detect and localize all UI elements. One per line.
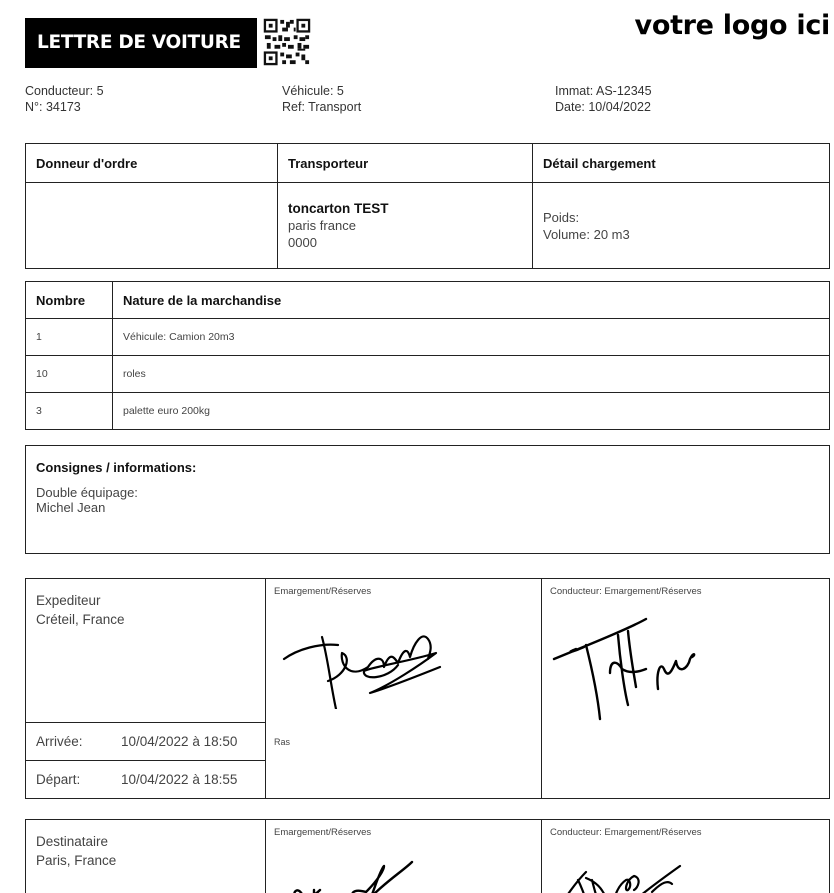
qr-code-icon bbox=[262, 18, 312, 66]
table-row bbox=[26, 393, 830, 430]
transporteur-city: paris france bbox=[288, 218, 356, 233]
registration-plate: Immat: AS-12345 bbox=[555, 84, 652, 98]
recipient-info bbox=[26, 820, 266, 893]
sender-driver-signature-icon bbox=[548, 609, 728, 729]
row-nombre: 10 bbox=[26, 356, 113, 393]
departure-value: 10/04/2022 à 18:55 bbox=[121, 772, 238, 787]
volume: Volume: 20 m3 bbox=[543, 226, 630, 242]
sender-signature-label: Emargement/Réserves bbox=[274, 586, 372, 597]
transporteur-code: 0000 bbox=[288, 235, 317, 250]
vehicle-number: Véhicule: 5 bbox=[282, 84, 344, 98]
chargement-cell bbox=[533, 183, 830, 269]
document-title: LETTRE DE VOITURE bbox=[25, 18, 257, 68]
recipient-signature-area[interactable] bbox=[266, 820, 542, 893]
transporteur-cell bbox=[278, 183, 533, 269]
arrival-value: 10/04/2022 à 18:50 bbox=[121, 734, 238, 749]
sender-driver-signature-area[interactable] bbox=[542, 579, 829, 798]
table-row bbox=[26, 319, 830, 356]
row-nature: palette euro 200kg bbox=[113, 393, 830, 430]
header-detail-chargement: Détail chargement bbox=[533, 144, 830, 183]
goods-table bbox=[25, 281, 830, 430]
header-donneur-ordre: Donneur d'ordre bbox=[26, 144, 278, 183]
poids: Poids: bbox=[543, 209, 580, 225]
departure-label: Départ: bbox=[36, 772, 81, 787]
instructions-box bbox=[25, 445, 830, 554]
recipient-block bbox=[25, 819, 830, 893]
document-date: Date: 10/04/2022 bbox=[555, 100, 651, 114]
row-nombre: 1 bbox=[26, 319, 113, 356]
recipient-label: Destinataire bbox=[36, 834, 109, 849]
sender-signature-icon bbox=[280, 609, 460, 709]
header-nature: Nature de la marchandise bbox=[113, 282, 830, 319]
recipient-signature-label: Emargement/Réserves bbox=[274, 827, 372, 838]
company-logo-placeholder: votre logo ici bbox=[634, 10, 830, 41]
sender-reserve-text: Ras bbox=[274, 737, 291, 747]
header-transporteur: Transporteur bbox=[278, 144, 533, 183]
table-row bbox=[26, 356, 830, 393]
sender-block bbox=[25, 578, 830, 799]
reference: Ref: Transport bbox=[282, 100, 362, 114]
meta-vehicle bbox=[282, 83, 361, 115]
recipient-location: Paris, France bbox=[36, 853, 117, 868]
departure-row bbox=[26, 760, 266, 798]
meta-driver bbox=[25, 83, 104, 115]
meta-registration bbox=[555, 83, 652, 115]
document-number: N°: 34173 bbox=[25, 100, 81, 114]
recipient-driver-signature-label: Conducteur: Emargement/Réserves bbox=[550, 827, 702, 838]
transporteur-name: toncarton TEST bbox=[288, 201, 389, 216]
header-nombre: Nombre bbox=[26, 282, 113, 319]
row-nature: Véhicule: Camion 20m3 bbox=[113, 319, 830, 356]
recipient-driver-signature-icon bbox=[556, 848, 736, 893]
sender-driver-signature-label: Conducteur: Emargement/Réserves bbox=[550, 586, 702, 597]
instructions-line-2: Michel Jean bbox=[36, 500, 106, 515]
recipient-driver-signature-area[interactable] bbox=[542, 820, 829, 893]
driver-number: Conducteur: 5 bbox=[25, 84, 104, 98]
row-nombre: 3 bbox=[26, 393, 113, 430]
parties-table bbox=[25, 143, 830, 269]
sender-label: Expediteur bbox=[36, 593, 101, 608]
sender-location: Créteil, France bbox=[36, 612, 125, 627]
sender-info bbox=[26, 579, 266, 798]
donneur-ordre-cell bbox=[26, 183, 278, 269]
instructions-title: Consignes / informations: bbox=[36, 460, 197, 475]
row-nature: roles bbox=[113, 356, 830, 393]
arrival-label: Arrivée: bbox=[36, 734, 83, 749]
sender-signature-area[interactable] bbox=[266, 579, 542, 798]
recipient-signature-icon bbox=[280, 850, 460, 893]
instructions-line-1: Double équipage: bbox=[36, 485, 138, 500]
arrival-row bbox=[26, 722, 266, 760]
